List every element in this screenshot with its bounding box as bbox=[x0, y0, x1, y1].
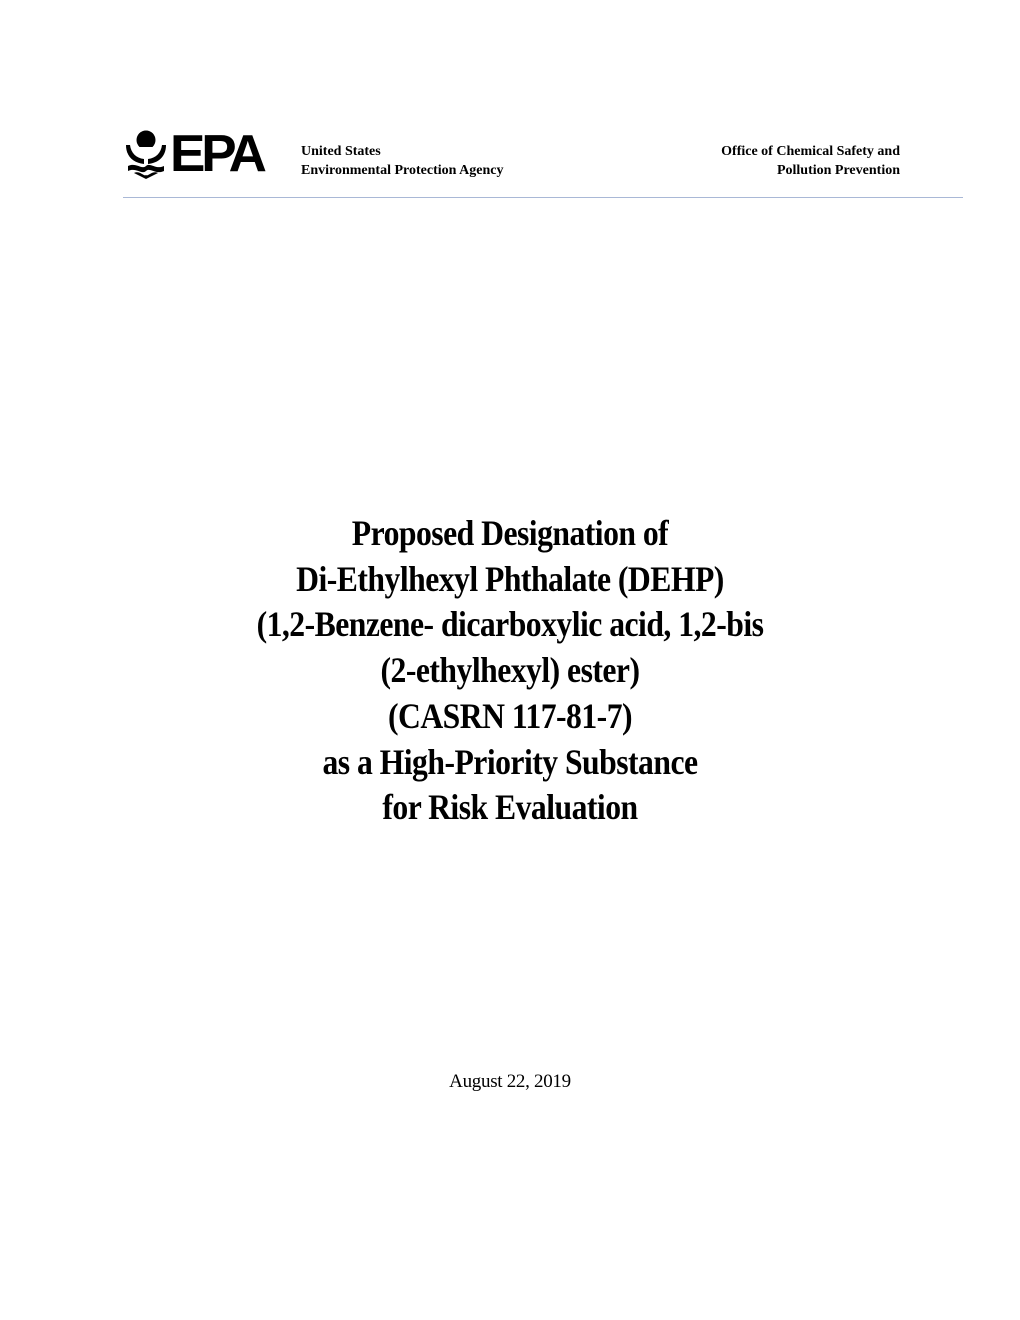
agency-line-2: Environmental Protection Agency bbox=[301, 163, 504, 178]
office-line-2: Pollution Prevention bbox=[776, 163, 900, 178]
title-line: Proposed Designation of bbox=[351, 513, 669, 553]
office-name bbox=[721, 142, 900, 180]
title-line: as a High-Priority Substance bbox=[322, 741, 698, 782]
document-header bbox=[124, 125, 900, 184]
agency-line-1: United States bbox=[301, 144, 381, 159]
title-line: (1,2-Benzene- dicarboxylic acid, 1,2-bis bbox=[256, 604, 764, 645]
title-line: for Risk Evaluation bbox=[382, 787, 638, 828]
title-line: Di-Ethylhexyl Phthalate (DEHP) bbox=[296, 558, 724, 599]
agency-name bbox=[301, 142, 503, 180]
title-line: (2-ethylhexyl) ester) bbox=[380, 650, 640, 691]
epa-flower-icon bbox=[124, 129, 168, 179]
epa-logo-text: EPA bbox=[170, 125, 263, 183]
header-divider bbox=[123, 197, 963, 198]
document-date: August 22, 2019 bbox=[449, 1071, 571, 1092]
title-line: (CASRN 117-81-7) bbox=[387, 695, 633, 736]
document-title bbox=[0, 511, 1020, 831]
epa-logo bbox=[124, 125, 263, 183]
office-line-1: Office of Chemical Safety and bbox=[721, 144, 900, 159]
